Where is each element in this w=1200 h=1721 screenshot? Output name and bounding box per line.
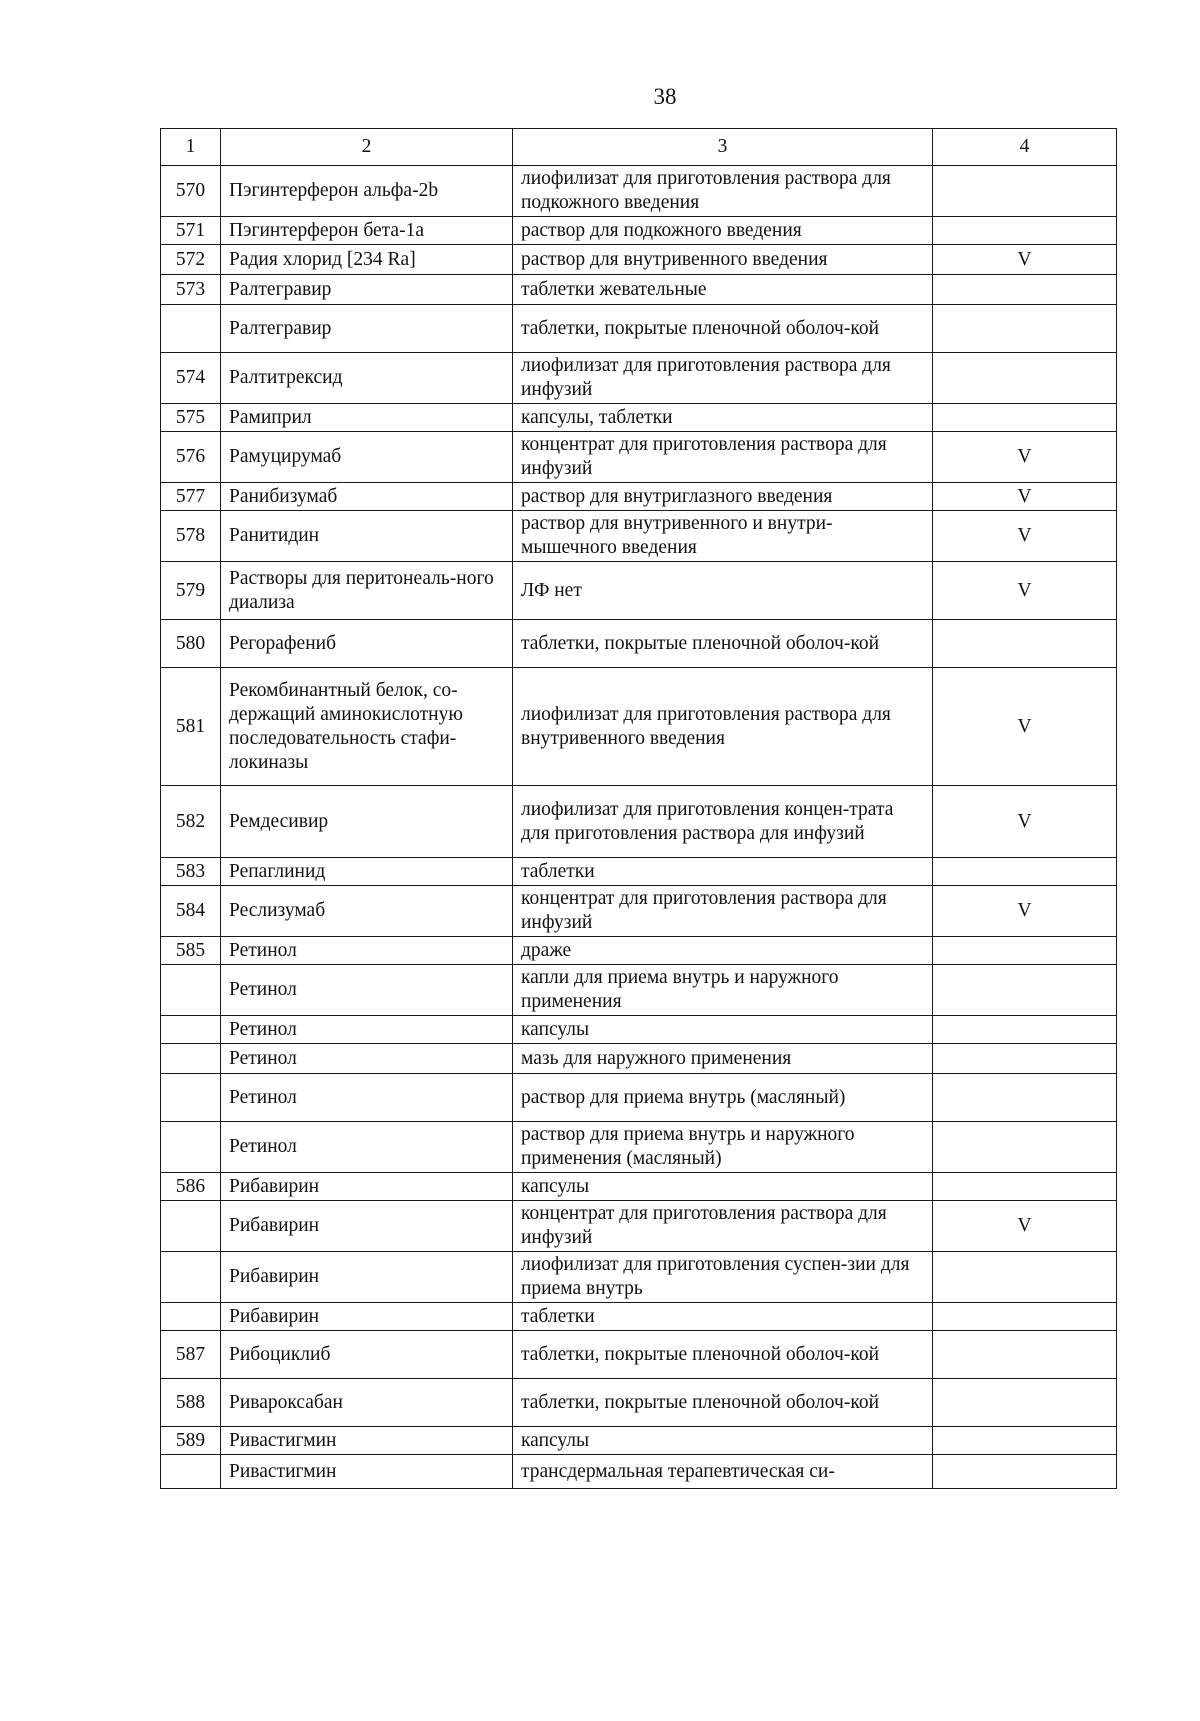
drug-name-cell: Ретинол [221,937,513,965]
row-number-cell [161,1303,221,1331]
dosage-form-cell: таблетки, покрытые пленочной оболоч-кой [513,620,933,668]
mark-cell [933,1331,1117,1379]
mark-cell [933,275,1117,305]
row-number-cell: 586 [161,1173,221,1201]
dosage-form-cell: раствор для внутривенного и внутри-мышечного введения [513,511,933,562]
column-header-3: 3 [513,129,933,166]
dosage-form-cell: концентрат для приготовления раствора для инфузий [513,886,933,937]
dosage-form-cell: капсулы [513,1173,933,1201]
mark-cell [933,937,1117,965]
drug-name-cell: Ремдесивир [221,786,513,858]
header-row [161,129,1117,166]
mark-cell: V [933,432,1117,483]
mark-cell: V [933,511,1117,562]
row-number-cell [161,305,221,353]
row-number-cell [161,1074,221,1122]
mark-cell: V [933,245,1117,275]
dosage-form-cell: раствор для приема внутрь (масляный) [513,1074,933,1122]
row-number-cell: 588 [161,1379,221,1427]
table-row [161,620,1117,668]
drug-name-cell: Рибоциклиб [221,1331,513,1379]
mark-cell [933,305,1117,353]
dosage-form-cell: капсулы, таблетки [513,404,933,432]
drug-name-cell: Рибавирин [221,1201,513,1252]
row-number-cell: 581 [161,668,221,786]
table-row [161,404,1117,432]
mark-cell [933,404,1117,432]
drug-name-cell: Ретинол [221,1016,513,1044]
drug-name-cell: Растворы для перитонеаль-ного диализа [221,562,513,620]
row-number-cell: 571 [161,217,221,245]
table-row [161,937,1117,965]
row-number-cell: 570 [161,166,221,217]
drug-table [160,128,1117,1489]
row-number-cell [161,1252,221,1303]
drug-name-cell: Ретинол [221,1074,513,1122]
row-number-cell [161,1201,221,1252]
table-row [161,1044,1117,1074]
row-number-cell: 576 [161,432,221,483]
dosage-form-cell: драже [513,937,933,965]
row-number-cell: 589 [161,1427,221,1455]
table-row [161,217,1117,245]
drug-name-cell: Ралтитрексид [221,353,513,404]
table-row [161,245,1117,275]
dosage-form-cell: лиофилизат для приготовления раствора для инфузий [513,353,933,404]
drug-name-cell: Ретинол [221,1122,513,1173]
page-number: 38 [653,84,677,109]
dosage-form-cell: таблетки, покрытые пленочной оболоч-кой [513,305,933,353]
mark-cell [933,620,1117,668]
drug-name-cell: Радия хлорид [234 Ra] [221,245,513,275]
drug-name-cell: Рибавирин [221,1252,513,1303]
dosage-form-cell: раствор для приема внутрь и наружного применения (масляный) [513,1122,933,1173]
dosage-form-cell: таблетки [513,858,933,886]
row-number-cell: 587 [161,1331,221,1379]
table-row [161,1016,1117,1044]
table-row [161,1331,1117,1379]
drug-name-cell: Регорафениб [221,620,513,668]
dosage-form-cell: таблетки жевательные [513,275,933,305]
table-row [161,858,1117,886]
row-number-cell [161,1455,221,1489]
row-number-cell: 577 [161,483,221,511]
drug-name-cell: Ранитидин [221,511,513,562]
mark-cell [933,1074,1117,1122]
row-number-cell: 578 [161,511,221,562]
dosage-form-cell: концентрат для приготовления раствора для инфузий [513,1201,933,1252]
drug-name-cell: Рекомбинантный белок, со-держащий аминокислотную последовательность стафи-локиназы [221,668,513,786]
table-row [161,511,1117,562]
column-header-4: 4 [933,129,1117,166]
drug-name-cell: Репаглинид [221,858,513,886]
drug-name-cell: Рибавирин [221,1303,513,1331]
row-number-cell: 579 [161,562,221,620]
row-number-cell: 584 [161,886,221,937]
drug-name-cell: Пэгинтерферон альфа-2b [221,166,513,217]
column-header-1: 1 [161,129,221,166]
table-row [161,483,1117,511]
table-row [161,275,1117,305]
dosage-form-cell: концентрат для приготовления раствора для инфузий [513,432,933,483]
mark-cell: V [933,483,1117,511]
mark-cell: V [933,562,1117,620]
dosage-form-cell: капли для приема внутрь и наружного применения [513,965,933,1016]
row-number-cell: 574 [161,353,221,404]
mark-cell: V [933,1201,1117,1252]
dosage-form-cell: таблетки, покрытые пленочной оболоч-кой [513,1379,933,1427]
table-row [161,886,1117,937]
table-row [161,562,1117,620]
drug-name-cell: Ривастигмин [221,1455,513,1489]
mark-cell [933,858,1117,886]
table-row [161,1455,1117,1489]
table-row [161,305,1117,353]
row-number-cell: 572 [161,245,221,275]
dosage-form-cell: таблетки [513,1303,933,1331]
table-header [161,129,1117,166]
row-number-cell: 582 [161,786,221,858]
drug-name-cell: Ранибизумаб [221,483,513,511]
table-row [161,965,1117,1016]
table-row [161,1379,1117,1427]
table-row [161,1303,1117,1331]
table-row [161,1201,1117,1252]
dosage-form-cell: лиофилизат для приготовления раствора для внутривенного введения [513,668,933,786]
mark-cell [933,1122,1117,1173]
row-number-cell: 585 [161,937,221,965]
row-number-cell [161,1044,221,1074]
table-row [161,786,1117,858]
drug-name-cell: Ривароксабан [221,1379,513,1427]
mark-cell [933,965,1117,1016]
row-number-cell: 575 [161,404,221,432]
drug-name-cell: Реслизумаб [221,886,513,937]
table-row [161,1122,1117,1173]
dosage-form-cell: таблетки, покрытые пленочной оболоч-кой [513,1331,933,1379]
dosage-form-cell: лиофилизат для приготовления концен-трата для приготовления раствора для инфузий [513,786,933,858]
column-header-2: 2 [221,129,513,166]
drug-name-cell: Пэгинтерферон бета-1a [221,217,513,245]
mark-cell [933,1427,1117,1455]
table-row [161,668,1117,786]
mark-cell [933,1044,1117,1074]
mark-cell: V [933,668,1117,786]
mark-cell: V [933,786,1117,858]
dosage-form-cell: капсулы [513,1427,933,1455]
mark-cell [933,353,1117,404]
dosage-form-cell: мазь для наружного применения [513,1044,933,1074]
dosage-form-cell: лиофилизат для приготовления суспен-зии для приема внутрь [513,1252,933,1303]
row-number-cell [161,1016,221,1044]
drug-name-cell: Ривастигмин [221,1427,513,1455]
table-body [161,166,1117,1489]
table-row [161,1427,1117,1455]
mark-cell [933,166,1117,217]
dosage-form-cell: капсулы [513,1016,933,1044]
row-number-cell [161,965,221,1016]
drug-name-cell: Ретинол [221,965,513,1016]
mark-cell [933,1455,1117,1489]
row-number-cell: 583 [161,858,221,886]
table-row [161,432,1117,483]
table-row [161,166,1117,217]
dosage-form-cell: раствор для внутриглазного введения [513,483,933,511]
mark-cell [933,1303,1117,1331]
dosage-form-cell: лиофилизат для приготовления раствора для подкожного введения [513,166,933,217]
table-row [161,353,1117,404]
dosage-form-cell: ЛФ нет [513,562,933,620]
mark-cell [933,1173,1117,1201]
dosage-form-cell: раствор для внутривенного введения [513,245,933,275]
mark-cell [933,1252,1117,1303]
drug-name-cell: Рибавирин [221,1173,513,1201]
drug-name-cell: Рамиприл [221,404,513,432]
drug-name-cell: Рамуцирумаб [221,432,513,483]
table-row [161,1074,1117,1122]
dosage-form-cell: трансдермальная терапевтическая си- [513,1455,933,1489]
dosage-form-cell: раствор для подкожного введения [513,217,933,245]
table-row [161,1173,1117,1201]
drug-name-cell: Ралтегравир [221,275,513,305]
drug-name-cell: Ралтегравир [221,305,513,353]
mark-cell [933,1379,1117,1427]
table-row [161,1252,1117,1303]
row-number-cell: 580 [161,620,221,668]
row-number-cell: 573 [161,275,221,305]
row-number-cell [161,1122,221,1173]
mark-cell: V [933,886,1117,937]
drug-name-cell: Ретинол [221,1044,513,1074]
mark-cell [933,1016,1117,1044]
mark-cell [933,217,1117,245]
